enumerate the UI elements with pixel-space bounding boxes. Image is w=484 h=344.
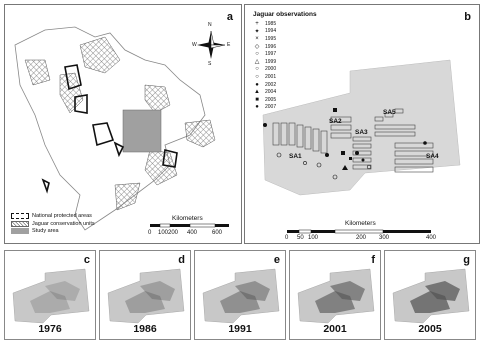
scale-tick: 300: [379, 235, 390, 241]
site-label: SA2: [329, 118, 342, 125]
site-label: SA4: [426, 153, 439, 160]
site-label: SA3: [355, 129, 368, 136]
panel-a-map: [4, 4, 242, 244]
scale-tick: 400: [187, 230, 198, 236]
observation-legend-row: [253, 96, 317, 104]
compass-w: W: [192, 42, 197, 48]
observation-year: 1985: [265, 20, 277, 27]
observation-symbol-icon: ○: [255, 66, 259, 73]
thumbnail-label: d: [178, 254, 185, 266]
observation-legend-row: [253, 104, 317, 112]
observation-symbol-icon: +: [255, 20, 259, 27]
observation-legend-title: Jaguar observations: [253, 11, 317, 18]
observation-legend-row: [253, 88, 317, 96]
observation-year: 1995: [265, 35, 277, 42]
observation-legend-row: [253, 50, 317, 58]
landcover-thumbnail: [194, 250, 286, 340]
landcover-thumbnail: [4, 250, 96, 340]
scale-tick: 100: [158, 230, 169, 236]
observation-year: 2002: [265, 81, 277, 88]
thumbnail-label: f: [371, 254, 375, 266]
observation-symbol-icon: ●: [255, 104, 259, 111]
observation-symbol-icon: ◇: [254, 44, 260, 51]
scale-tick: 0: [285, 235, 289, 241]
observation-year: 2001: [265, 73, 277, 80]
thumbnail-year: 1986: [133, 323, 157, 335]
compass-s: S: [208, 61, 212, 67]
landcover-thumbnail: [289, 250, 381, 340]
scale-tick: 200: [168, 230, 179, 236]
panel-a-label: a: [226, 11, 233, 23]
panel-b-map: [244, 4, 480, 244]
scale-tick: 0: [148, 230, 152, 236]
thumbnail-label: g: [463, 254, 470, 266]
thumbnail-year: 1976: [38, 323, 62, 335]
observation-symbol-icon: ■: [255, 96, 259, 103]
observation-legend-row: [253, 28, 317, 36]
panel-b-label: b: [464, 11, 471, 23]
observation-legend-row: [253, 43, 317, 51]
scale-title-b: Kilometers: [345, 220, 376, 227]
observation-legend-row: [253, 58, 317, 66]
scale-bar-a: [5, 5, 243, 245]
legend-label: National protected areas: [32, 213, 92, 219]
observation-symbol-icon: ●: [255, 81, 259, 88]
landcover-thumbnail: [99, 250, 191, 340]
compass-e: E: [227, 42, 231, 48]
compass-n: N: [208, 22, 212, 28]
thumbnail-year: 1991: [228, 323, 252, 335]
observation-legend-row: [253, 35, 317, 43]
observation-legend-row: [253, 81, 317, 89]
observation-year: 2004: [265, 89, 277, 96]
observation-year: 1994: [265, 28, 277, 35]
observation-legend-row: [253, 20, 317, 28]
scale-bar-b: [287, 230, 431, 233]
legend-label: Study area: [32, 228, 59, 234]
observation-legend-row: [253, 73, 317, 81]
landcover-thumbnail: [384, 250, 476, 340]
scale-tick: 600: [212, 230, 223, 236]
scale-tick: 200: [356, 235, 367, 241]
thumbnail-year: 2005: [418, 323, 442, 335]
observation-symbol-icon: ×: [255, 35, 259, 42]
scale-tick: 400: [426, 235, 437, 241]
observation-symbol-icon: ✦: [254, 28, 260, 35]
observation-symbol-icon: △: [254, 59, 260, 66]
thumbnail-label: e: [273, 254, 280, 266]
observation-year: 1999: [265, 58, 277, 65]
scale-tick: 100: [308, 235, 319, 241]
observation-symbol-icon: ▲: [254, 89, 260, 96]
legend-label: Jaguar conservation units: [32, 220, 95, 227]
thumbnail-year: 2001: [323, 323, 347, 335]
observation-year: 2000: [265, 66, 277, 73]
scale-tick: 50: [297, 235, 304, 241]
observation-year: 1997: [265, 51, 277, 58]
observation-legend: [253, 11, 317, 111]
scale-title-a: Kilometers: [172, 215, 203, 222]
observation-legend-row: [253, 66, 317, 74]
observation-symbol-icon: ○: [255, 51, 259, 58]
site-label: SA5: [383, 109, 396, 116]
observation-year: 2007: [265, 104, 277, 111]
site-label: SA1: [289, 153, 302, 160]
observation-year: 2005: [265, 96, 277, 103]
observation-symbol-icon: ○: [255, 73, 259, 80]
observation-year: 1996: [265, 43, 277, 50]
thumbnail-label: c: [83, 254, 90, 266]
